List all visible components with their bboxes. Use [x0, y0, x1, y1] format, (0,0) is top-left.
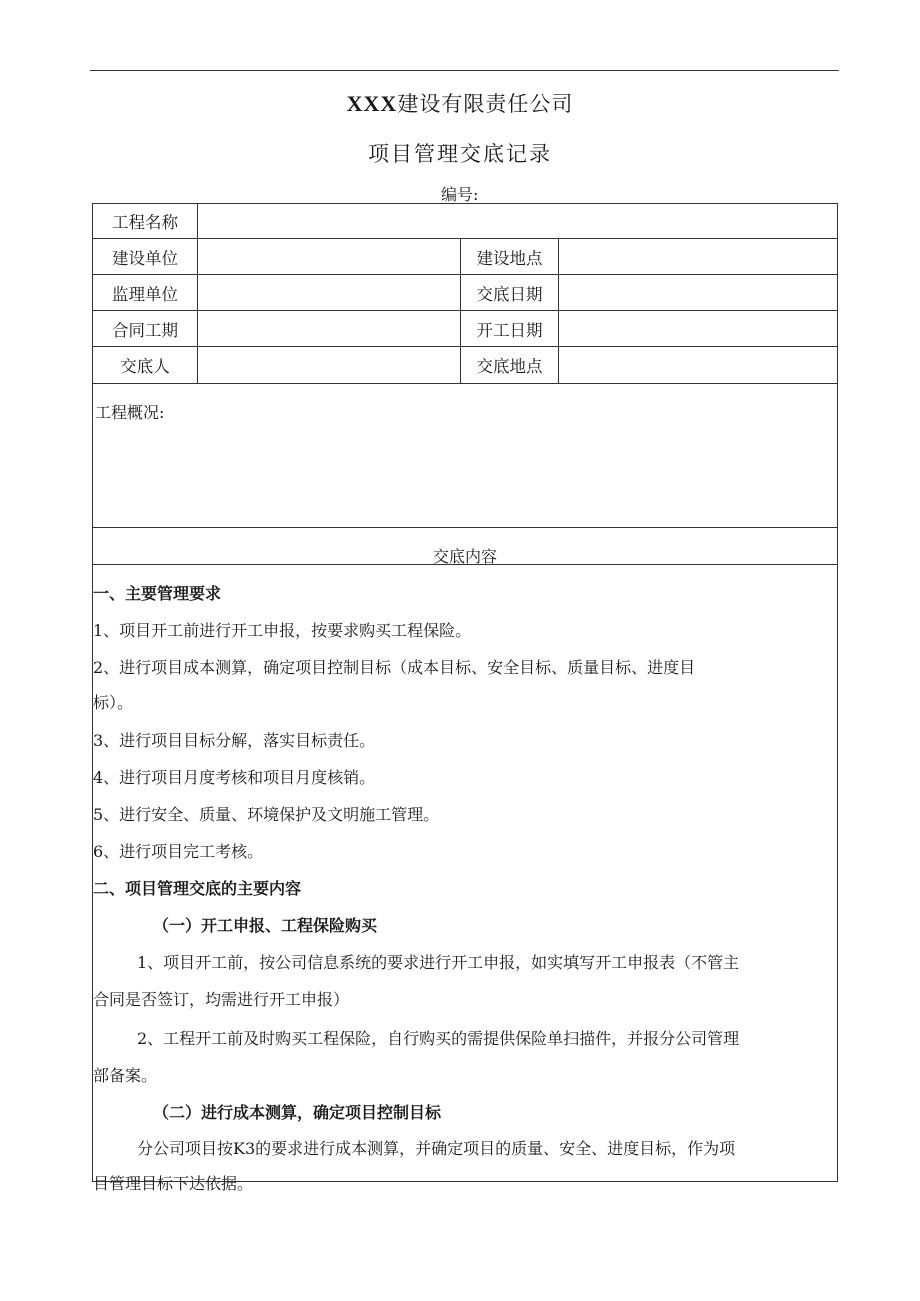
serial-number-label: 编号:	[441, 185, 479, 204]
requirement-1: 1、项目开工前进行开工申报，按要求购买工程保险。	[93, 621, 472, 640]
subsection1-para2-line2: 部备案。	[93, 1066, 158, 1085]
start-date-label: 开工日期	[461, 311, 559, 347]
project-name-label: 工程名称	[93, 204, 198, 239]
subsection1-title: （一）开工申报、工程保险购买	[153, 916, 378, 935]
section2-title: 二、项目管理交底的主要内容	[93, 879, 302, 898]
start-date-field[interactable]	[559, 311, 837, 347]
builder-field[interactable]	[198, 239, 461, 275]
content-heading: 交底内容	[432, 547, 497, 566]
requirement-2-line1: 2、进行项目成本测算，确定项目控制目标（成本目标、安全目标、质量目标、进度目	[93, 658, 696, 677]
contract-period-label: 合同工期	[93, 311, 198, 347]
site-label: 建设地点	[461, 239, 559, 275]
company-name	[0, 88, 920, 118]
subsection2-para1-line1: 分公司项目按K3的要求进行成本测算，并确定项目的质量、安全、进度目标，作为项	[137, 1139, 736, 1158]
contract-period-field[interactable]	[198, 311, 461, 347]
briefing-place-field[interactable]	[559, 347, 837, 384]
briefer-label: 交底人	[93, 347, 198, 384]
requirement-3: 3、进行项目目标分解，落实目标责任。	[93, 731, 376, 750]
subsection2-title: （二）进行成本测算，确定项目控制目标	[153, 1103, 442, 1122]
subsection1-para2-line1: 2、工程开工前及时购买工程保险，自行购买的需提供保险单扫描件，并报分公司管理	[137, 1029, 740, 1048]
subsection1-para1-line2: 合同是否签订，均需进行开工申报）	[93, 990, 350, 1009]
briefing-record-form	[92, 203, 838, 1193]
top-rule	[90, 70, 839, 71]
overview-divider	[93, 527, 837, 528]
briefing-date-field[interactable]	[559, 275, 837, 311]
subsection2-para1-line2: 目管理目标下达依据。	[93, 1174, 254, 1193]
project-name-field[interactable]	[198, 204, 837, 239]
company-suffix: 建设有限责任公司	[397, 92, 574, 116]
company-prefix: XXX	[346, 91, 398, 116]
subsection1-para1-line1: 1、项目开工前，按公司信息系统的要求进行开工申报，如实填写开工申报表（不管主	[137, 953, 740, 972]
requirement-2-line2: 标）。	[93, 693, 134, 712]
briefing-date-label: 交底日期	[461, 275, 559, 311]
section1-title: 一、主要管理要求	[93, 584, 222, 603]
supervisor-field[interactable]	[198, 275, 461, 311]
builder-label: 建设单位	[93, 239, 198, 275]
document-title: 项目管理交底记录	[368, 142, 552, 166]
briefer-field[interactable]	[198, 347, 461, 384]
content-heading-divider	[93, 564, 837, 565]
overview-label: 工程概况:	[95, 403, 165, 422]
site-field[interactable]	[559, 239, 837, 275]
requirement-5: 5、进行安全、质量、环境保护及文明施工管理。	[93, 805, 440, 824]
supervisor-label: 监理单位	[93, 275, 198, 311]
requirement-4: 4、进行项目月度考核和项目月度核销。	[93, 768, 376, 787]
briefing-place-label: 交底地点	[461, 347, 559, 384]
requirement-6: 6、进行项目完工考核。	[93, 842, 264, 861]
